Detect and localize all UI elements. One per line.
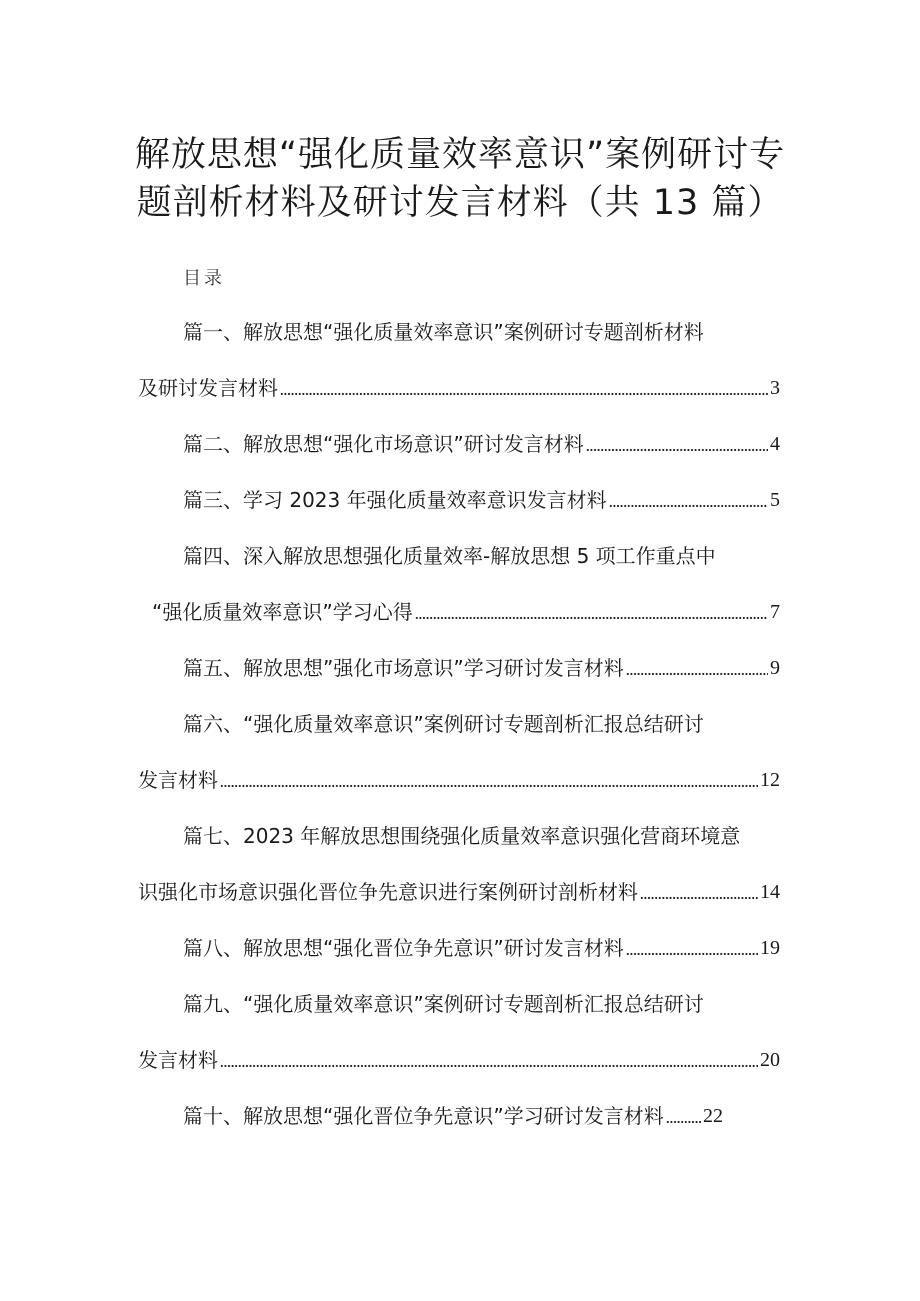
toc-entry-9-line-1[interactable] [183,988,783,1020]
toc-page-number: 7 [770,601,780,623]
toc-entry-4-line-1[interactable] [183,540,783,572]
toc-entry-7-line-2[interactable] [138,876,780,908]
toc-entry-8[interactable] [183,932,780,964]
toc-entry-7-line-1[interactable] [183,820,783,852]
toc-page-number: 22 [703,1105,723,1127]
toc-entry-1-line-2[interactable] [138,372,780,404]
dot-leader [280,390,768,396]
document-title-line-2: 题剖析材料及研讨发言材料（共 13 篇） [136,183,784,223]
toc-entry-5[interactable] [183,652,780,684]
toc-entry-2[interactable] [183,428,780,460]
toc-entry-6-line-2[interactable] [138,764,780,796]
dot-leader [586,446,768,452]
dot-leader [609,502,768,508]
toc-entry-3[interactable] [183,484,780,516]
dot-leader [626,950,758,956]
toc-page-number: 14 [760,881,780,903]
toc-entry-1-line-1[interactable] [183,316,783,348]
toc-page-number: 19 [760,937,780,959]
toc-entry-text: 识强化市场意识强化晋位争先意识进行案例研讨剖析材料 [138,880,638,904]
toc-entry-text: “强化质量效率意识”学习心得 [152,600,413,624]
toc-page-number: 9 [770,657,780,679]
toc-entry-text: 篇四、深入解放思想强化质量效率-解放思想 5 项工作重点中 [183,544,716,568]
document-title-line-1: 解放思想“强化质量效率意识”案例研讨专 [134,135,786,175]
toc-page-number: 4 [770,433,780,455]
toc-entry-text: 篇五、解放思想”强化市场意识”学习研讨发言材料 [183,656,624,680]
toc-entry-text: 篇八、解放思想“强化晋位争先意识”研讨发言材料 [183,936,624,960]
dot-leader [415,614,768,620]
dot-leader [666,1118,701,1124]
toc-page-number: 12 [760,769,780,791]
toc-entry-text: 篇三、学习 2023 年强化质量效率意识发言材料 [183,488,607,512]
dot-leader [626,670,768,676]
dot-leader [640,894,758,900]
toc-entry-6-line-1[interactable] [183,708,783,740]
toc-entry-text: 篇一、解放思想“强化质量效率意识”案例研讨专题剖析材料 [183,320,704,344]
toc-entry-text: 及研讨发言材料 [138,376,278,400]
toc-entry-text: 篇十、解放思想“强化晋位争先意识”学习研讨发言材料 [183,1104,664,1128]
dot-leader [220,1062,758,1068]
toc-entry-text: 篇七、2023 年解放思想围绕强化质量效率意识强化营商环境意 [183,824,741,848]
toc-page-number: 5 [770,489,780,511]
toc-entry-text: 发言材料 [138,768,218,792]
toc-page-number: 3 [770,377,780,399]
toc-entry-text: 发言材料 [138,1048,218,1072]
toc-entry-text: 篇六、“强化质量效率意识”案例研讨专题剖析汇报总结研讨 [183,712,704,736]
toc-page-number: 20 [760,1049,780,1071]
toc-entry-4-line-2[interactable] [152,596,780,628]
toc-entry-text: 篇九、“强化质量效率意识”案例研讨专题剖析汇报总结研讨 [183,992,704,1016]
toc-entry-10[interactable] [183,1100,723,1132]
toc-entry-9-line-2[interactable] [138,1044,780,1076]
dot-leader [220,782,758,788]
toc-entry-text: 篇二、解放思想“强化市场意识”研讨发言材料 [183,432,584,456]
toc-heading: 目录 [183,268,225,289]
